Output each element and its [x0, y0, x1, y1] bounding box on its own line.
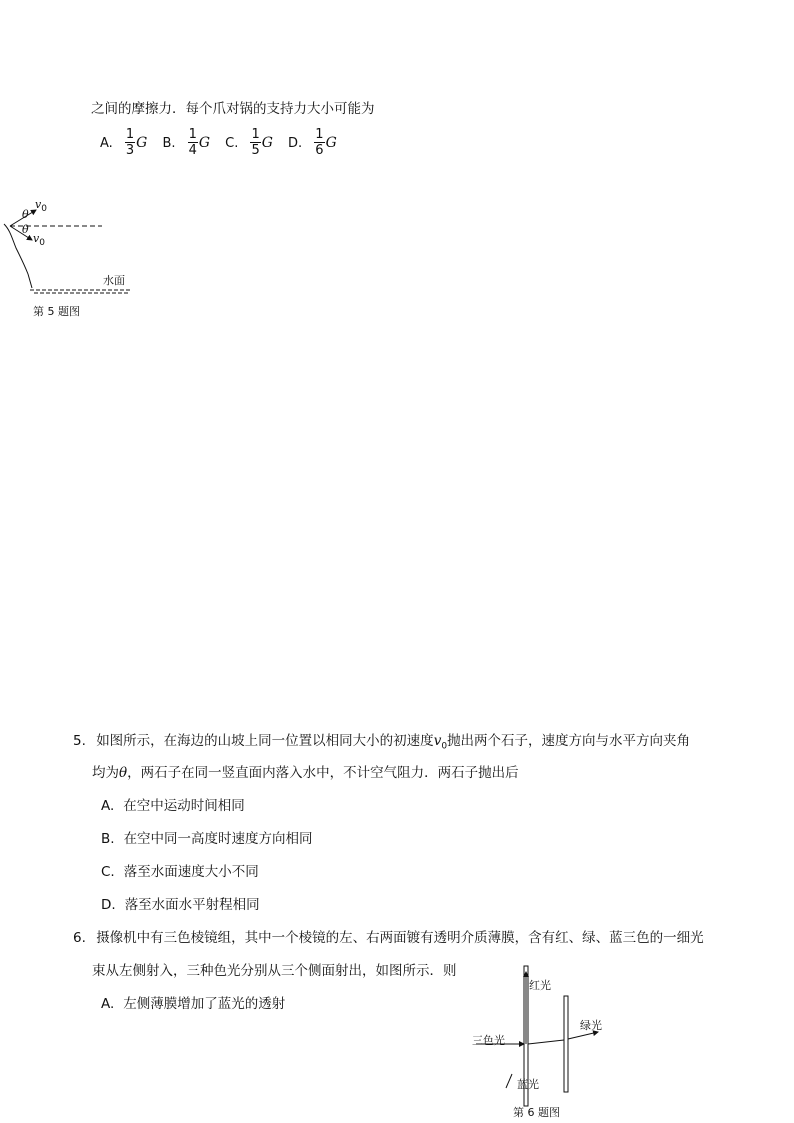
q5-option-a — [101, 800, 245, 814]
denominator: 6 — [315, 143, 324, 158]
option-variable: G — [198, 135, 211, 151]
option-variable: G — [136, 135, 148, 151]
red-light-label: 红光 — [529, 979, 551, 992]
question-5-line-2 — [92, 767, 519, 781]
option-c — [225, 128, 273, 157]
question-text: 均为 — [92, 765, 119, 781]
q5-option-b — [101, 833, 313, 847]
q5-option-c — [101, 866, 259, 880]
question-text: 如图所示，在海边的山坡上同一位置以相同大小的初速度 — [96, 733, 434, 749]
option-d — [288, 128, 337, 157]
var-subscript: 0 — [441, 741, 448, 752]
internal-ray — [528, 1040, 564, 1044]
option-text: 落至水面速度大小不同 — [123, 864, 259, 880]
blue-ray — [506, 1074, 512, 1088]
green-ray — [568, 1032, 598, 1039]
var-theta: θ — [119, 765, 128, 781]
green-light-label: 绿光 — [580, 1019, 602, 1032]
numerator: 1 — [315, 127, 324, 142]
option-variable: G — [261, 135, 273, 151]
theta-label-lower: θ — [22, 223, 29, 236]
figure-6-caption: 第 6 题图 — [513, 1106, 560, 1119]
option-letter: C. — [101, 864, 115, 880]
option-b — [162, 128, 210, 157]
question-number: 6. — [73, 930, 86, 946]
numerator: 1 — [188, 127, 197, 142]
fraction — [125, 128, 135, 157]
option-letter: A. — [101, 996, 115, 1012]
option-letter: C. — [225, 136, 239, 151]
option-letter: A. — [100, 136, 113, 151]
question-5-line-1 — [73, 735, 690, 752]
incident-light-label: 三色光 — [472, 1034, 505, 1047]
question-number: 5. — [73, 733, 86, 749]
fraction — [314, 128, 324, 157]
option-letter: A. — [101, 798, 115, 814]
option-letter: D. — [101, 897, 116, 913]
blue-light-label: 蓝光 — [517, 1078, 539, 1091]
option-a — [100, 128, 147, 157]
figure-5-caption: 第 5 题图 — [33, 305, 80, 318]
v0-label-upper: $v_0$ — [35, 198, 47, 215]
option-text: 在空中运动时间相同 — [123, 798, 245, 814]
v0-label-lower: $v_0$ — [33, 232, 45, 249]
denominator: 3 — [125, 143, 135, 158]
fraction — [188, 128, 198, 157]
fraction — [250, 128, 260, 157]
option-variable: G — [325, 135, 337, 151]
denominator: 5 — [251, 143, 260, 158]
question-text: ，两石子在同一竖直面内落入水中，不计空气阻力．两石子抛出后 — [127, 765, 519, 781]
prev-question-line: 之间的摩擦力．每个爪对锅的支持力大小可能为 — [91, 101, 375, 117]
question-text: 抛出两个石子，速度方向与水平方向夹角 — [447, 733, 691, 749]
q5-option-d — [101, 899, 260, 913]
option-letter: B. — [162, 136, 176, 151]
denominator: 4 — [188, 143, 197, 158]
theta-label-upper: θ — [22, 208, 29, 221]
option-text: 在空中同一高度时速度方向相同 — [123, 831, 313, 847]
question-6-line-2: 束从左侧射入，三种色光分别从三个侧面射出，如图所示．则 — [92, 963, 457, 979]
q6-option-a — [101, 998, 285, 1012]
numerator: 1 — [125, 127, 135, 142]
question-text: 摄像机中有三色棱镜组，其中一个棱镜的左、右两面镀有透明介质薄膜，含有红、绿、蓝三色的一细光 — [96, 930, 704, 946]
option-letter: B. — [101, 831, 115, 847]
option-text: 落至水面水平射程相同 — [124, 897, 260, 913]
water-label: 水面 — [103, 274, 125, 287]
numerator: 1 — [251, 127, 260, 142]
question-6-line-1 — [73, 932, 704, 946]
prev-question-options — [100, 128, 347, 157]
var-v: v — [433, 733, 442, 749]
option-letter: D. — [288, 136, 303, 151]
option-text: 左侧薄膜增加了蓝光的透射 — [123, 996, 286, 1012]
right-film — [564, 996, 568, 1092]
